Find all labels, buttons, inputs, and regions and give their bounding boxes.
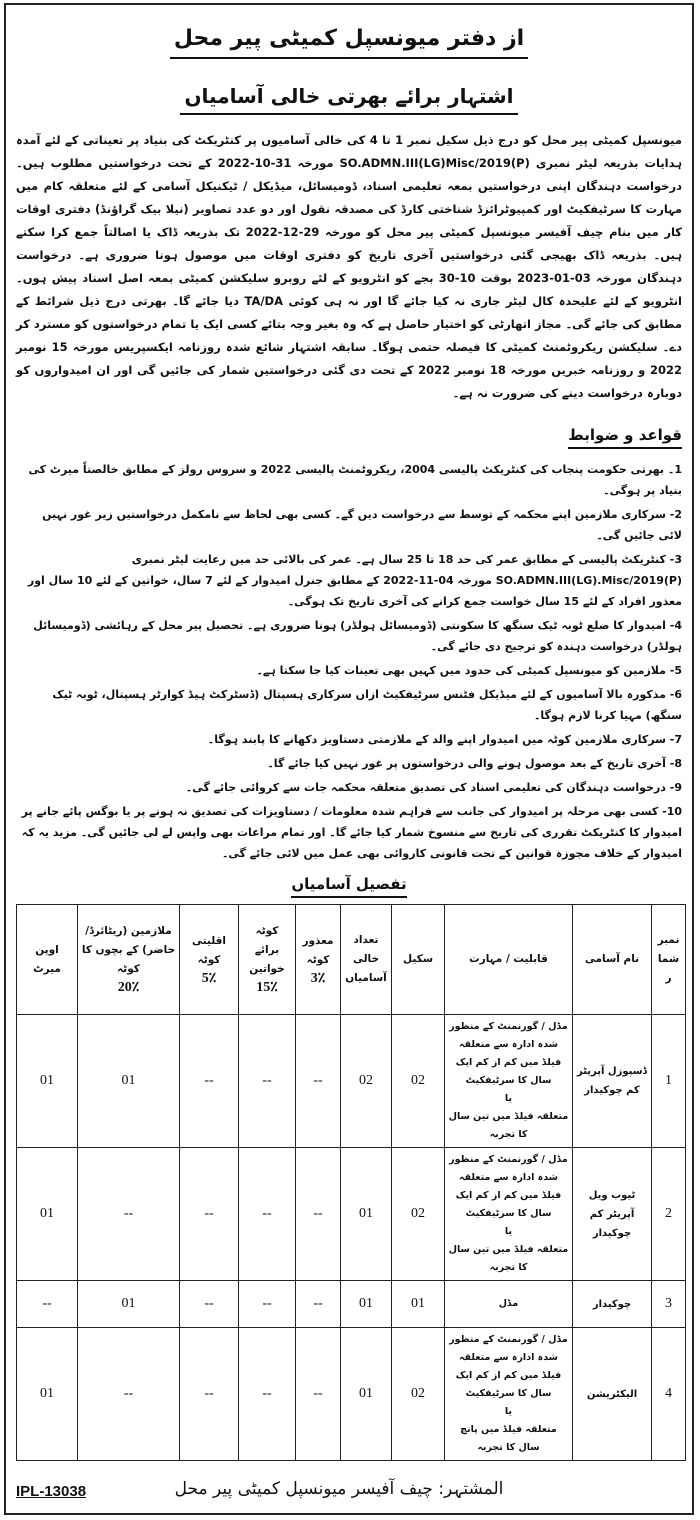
cell-minority: --	[180, 1281, 239, 1328]
qualification-line: مڈل / گورنمنٹ کے منظور شدہ ادارہ سے متعلقہ فیلڈ میں کم از کم ایک سال کا سرٹیفکیٹ	[449, 1021, 568, 1086]
rule-item: 10- کسی بھی مرحلہ پر امیدوار کی جانب سے فراہم شدہ معلومات / دستاویزات کی تصدیق نہ ہونے پر یا بوگس پائے جانے پر امیدوار کا کنٹریکٹ تقرری کی تاریخ سے منسوخ شمار کیا جائے گا۔ اور تمام مراعات بھی واپس لے لی جائیں گی۔ مزید یہ کہ امیدوار کے خلاف مجوزہ قوانین کے تحت قانونی کاروائی بھی عمل میں لائی جائے گی۔	[21, 805, 682, 860]
cell-women: --	[239, 1148, 296, 1281]
table-row	[17, 1015, 686, 1148]
header-disabled: معذور کوٹہ 3٪	[296, 905, 341, 1015]
header-women: کوٹہ برائے خواتین 15٪	[239, 905, 296, 1015]
cell-employees: --	[78, 1328, 180, 1461]
cell-women: --	[239, 1328, 296, 1461]
header-vacancies: تعداد خالی آسامیاں	[341, 905, 392, 1015]
table-title-text: تفصیل آسامیاں	[291, 872, 406, 898]
header-qualification: قابلیت / مہارت	[445, 905, 573, 1015]
cell-vacancies: 01	[341, 1281, 392, 1328]
cell-post: چوکیدار	[573, 1281, 652, 1328]
rule-item: 6- مذکورہ بالا آسامیوں کے لئے میڈیکل فٹنس سرٹیفکیٹ ازاں سرکاری ہسپتال (ڈسٹرکٹ ہیڈ کوارٹر ہسپتال، ٹوبہ ٹیک سنگھ) مہیا کرنا لازم ہوگا۔	[52, 688, 682, 722]
cell-post: ٹیوب ویل آپریٹر کم چوکیدار	[573, 1148, 652, 1281]
table-row	[17, 1281, 686, 1328]
cell-scale: 02	[392, 1328, 445, 1461]
ad-subtitle-text: اشتہار برائے بھرتی خالی آسامیاں	[180, 81, 517, 115]
qualification-line: یا	[504, 1226, 513, 1237]
cell-open: 01	[17, 1148, 78, 1281]
cell-women: --	[239, 1281, 296, 1328]
cell-disabled: --	[296, 1015, 341, 1148]
office-title-text: از دفتر میونسپل کمیٹی پیر محل	[170, 23, 528, 59]
rule-item: 5- ملازمین کو میونسپل کمیٹی کی حدود میں کہیں بھی تعینات کیا جا سکتا ہے۔	[256, 664, 682, 677]
cell-minority: --	[180, 1015, 239, 1148]
footer-row	[16, 1475, 682, 1503]
cell-vacancies: 01	[341, 1148, 392, 1281]
rules-heading: قواعد و ضوابط	[568, 423, 682, 449]
vacancy-table	[16, 904, 686, 1461]
cell-qualification	[445, 1015, 573, 1148]
header-employees: ملازمین (ریٹائرڈ/حاضر) کے بچوں کا کوٹہ 20٪	[78, 905, 180, 1015]
header-minority: اقلیتی کوٹہ 5٪	[180, 905, 239, 1015]
intro-paragraph: میونسپل کمیٹی پیر محل کو درج ذیل سکیل نمبر 1 تا 4 کی خالی آسامیوں پر کنٹریکٹ کی بنیاد پر تعیناتی کے لئے آمدہ ہدایات بذریعہ لیٹر نمبری SO.ADMN.III(LG)Misc/2019(P) مورخہ 31-10-2022 کے تحت درخواستیں مطلوب ہیں۔ درخواست دہندگان اپنی درخواستیں بمعہ تعلیمی اسناد، ڈومیسائل، میڈیکل / ٹیکنیکل آسامی کے لئے متعلقہ کام میں مہارت کا سرٹیفکیٹ اور کمپیوٹرائزڈ شناختی کارڈ کی مصدقہ نقول اور دو عدد تصاویر (نیلا بیک گراؤنڈ) دفتری اوقات کار میں بنام چیف آفیسر میونسپل کمیٹی پیر محل کو مورخہ 29-12-2022 تک بذریعہ ڈاک یا اصالتاً جمع کرا سکتے ہیں۔ بذریعہ ڈاک بھیجی گئی درخواستیں آخری تاریخ کو دفتری اوقات میں موصول ہونا ضروری ہے۔ درخواست دہندگان مورخہ 03-01-2023 بوقت 10-30 بجے کو انٹرویو کے لئے روبرو سلیکشن کمیٹی بمعہ اصل اسناد پیش ہوں۔ انٹرویو کے لئے علیحدہ کال لیٹر جاری نہ کیا جائے گا اور نہ ہی کوئی TA/DA دیا جائے گا۔ بھرتی درج ذیل شرائط کے مطابق کی جائے گی۔ مجاز اتھارٹی کو اختیار حاصل ہے کہ وہ بغیر وجہ بتائے کسی ایک یا تمام درخواستوں کو مسترد کر دے۔ سلیکشن ریکروٹمنٹ کمیٹی کا فیصلہ حتمی ہوگا۔ سابقہ اشتہار شائع شدہ روزنامہ ایکسپریس مورخہ 15 نومبر 2022 و روزنامہ خبریں مورخہ 18 نومبر 2022 کے تحت دی گئی درخواستیں شمار کی جائیں گی اور ان امیدواروں کو دوبارہ درخواست دینے کی ضرورت نہ ہے۔	[16, 133, 683, 400]
cell-disabled: --	[296, 1281, 341, 1328]
cell-qualification	[445, 1281, 573, 1328]
cell-employees: --	[78, 1148, 180, 1281]
rule-item: 2- سرکاری ملازمین اپنے محکمہ کے توسط سے درخواست دیں گے۔ کسی بھی لحاظ سے نامکمل درخواستیں زیر غور نہیں لائی جائیں گی۔	[42, 508, 682, 542]
cell-vacancies: 02	[341, 1015, 392, 1148]
cell-minority: --	[180, 1328, 239, 1461]
cell-sr: 4	[652, 1328, 686, 1461]
cell-scale: 02	[392, 1148, 445, 1281]
cell-employees: 01	[78, 1015, 180, 1148]
ad-border	[4, 3, 694, 1515]
cell-open: --	[17, 1281, 78, 1328]
cell-women: --	[239, 1015, 296, 1148]
cell-vacancies: 01	[341, 1328, 392, 1461]
cell-qualification	[445, 1148, 573, 1281]
rule-item: 4- امیدوار کا ضلع ٹوبہ ٹیک سنگھ کا سکونتی (ڈومیسائل ہولڈر) ہونا ضروری ہے۔ تحصیل پیر محل کے رہائشی (ڈومیسائل ہولڈر) درخواست دہندہ کو ترجیح دی جائے گی۔	[33, 619, 682, 653]
cell-employees: 01	[78, 1281, 180, 1328]
qualification-line: متعلقہ فیلڈ میں پانچ سال کا تجربہ	[460, 1424, 557, 1453]
advertiser-signature: المشتہر: چیف آفیسر میونسپل کمیٹی پیر محل	[174, 1479, 504, 1499]
rule-item: 9- درخواست دہندگان کی تعلیمی اسناد کی تصدیق متعلقہ محکمہ جات سے کروائی جائے گی۔	[185, 781, 682, 794]
cell-open: 01	[17, 1015, 78, 1148]
qualification-line: یا	[504, 1093, 513, 1104]
cell-post: ڈسپوزل آپریٹر کم چوکیدار	[573, 1015, 652, 1148]
cell-sr: 2	[652, 1148, 686, 1281]
qualification-line: متعلقہ فیلڈ میں تین سال کا تجربہ	[448, 1111, 569, 1140]
cell-sr: 1	[652, 1015, 686, 1148]
header-post: نام آسامی	[573, 905, 652, 1015]
rules-heading-wrap	[16, 423, 682, 449]
ad-subtitle	[16, 81, 682, 115]
cell-post: الیکٹریشن	[573, 1328, 652, 1461]
rule-item: 1۔ بھرتی حکومت پنجاب کی کنٹریکٹ پالیسی 2004، ریکروٹمنٹ پالیسی 2022 و سروس رولز کے مطابق خالصتاً میرٹ کی بنیاد پر ہوگی۔	[28, 463, 682, 497]
ad-reference-code: IPL-13038	[16, 1483, 87, 1500]
qualification-line: متعلقہ فیلڈ میں تین سال کا تجربہ	[448, 1244, 569, 1273]
qualification-line: مڈل	[498, 1298, 519, 1309]
cell-scale: 01	[392, 1281, 445, 1328]
header-open: اوپن میرٹ	[17, 905, 78, 1015]
rule-item: 3- کنٹریکٹ پالیسی کے مطابق عمر کی حد 18 تا 25 سال ہے۔ عمر کی بالائی حد میں رعایت لیٹر نمبری SO.ADMN.III(LG).Misc/2019(P) مورخہ 04-11-2022 کے مطابق جنرل امیدوار کے لئے 7 سال، خواتین کے لئے 10 سال اور معذور افراد کے لئے 15 سال خواست جمع کرانے کی آخری تاریخ تک ہوگی۔	[27, 553, 682, 608]
cell-minority: --	[180, 1148, 239, 1281]
cell-open: 01	[17, 1328, 78, 1461]
header-sr: نمبر شمار	[652, 905, 686, 1015]
cell-scale: 02	[392, 1015, 445, 1148]
office-title	[16, 23, 682, 59]
table-row	[17, 1328, 686, 1461]
header-scale: سکیل	[392, 905, 445, 1015]
qualification-line: مڈل / گورنمنٹ کے منظور شدہ ادارہ سے متعلقہ فیلڈ میں کم از کم ایک سال کا سرٹیفکیٹ	[449, 1334, 568, 1399]
table-header-row	[17, 905, 686, 1015]
cell-sr: 3	[652, 1281, 686, 1328]
cell-disabled: --	[296, 1148, 341, 1281]
qualification-line: مڈل / گورنمنٹ کے منظور شدہ ادارہ سے متعلقہ فیلڈ میں کم از کم ایک سال کا سرٹیفکیٹ	[449, 1154, 568, 1219]
rule-item: 8- آخری تاریخ کے بعد موصول ہونے والی درخواستوں پر غور نہیں کیا جائے گا۔	[267, 757, 682, 770]
table-title	[16, 872, 682, 898]
rule-item: 7- سرکاری ملازمین کوٹہ میں امیدوار اپنے والد کے ملازمتی دستاویز دکھانے کا پابند ہوگا۔	[207, 733, 682, 746]
cell-disabled: --	[296, 1328, 341, 1461]
qualification-line: یا	[504, 1406, 513, 1417]
table-row	[17, 1148, 686, 1281]
cell-qualification	[445, 1328, 573, 1461]
